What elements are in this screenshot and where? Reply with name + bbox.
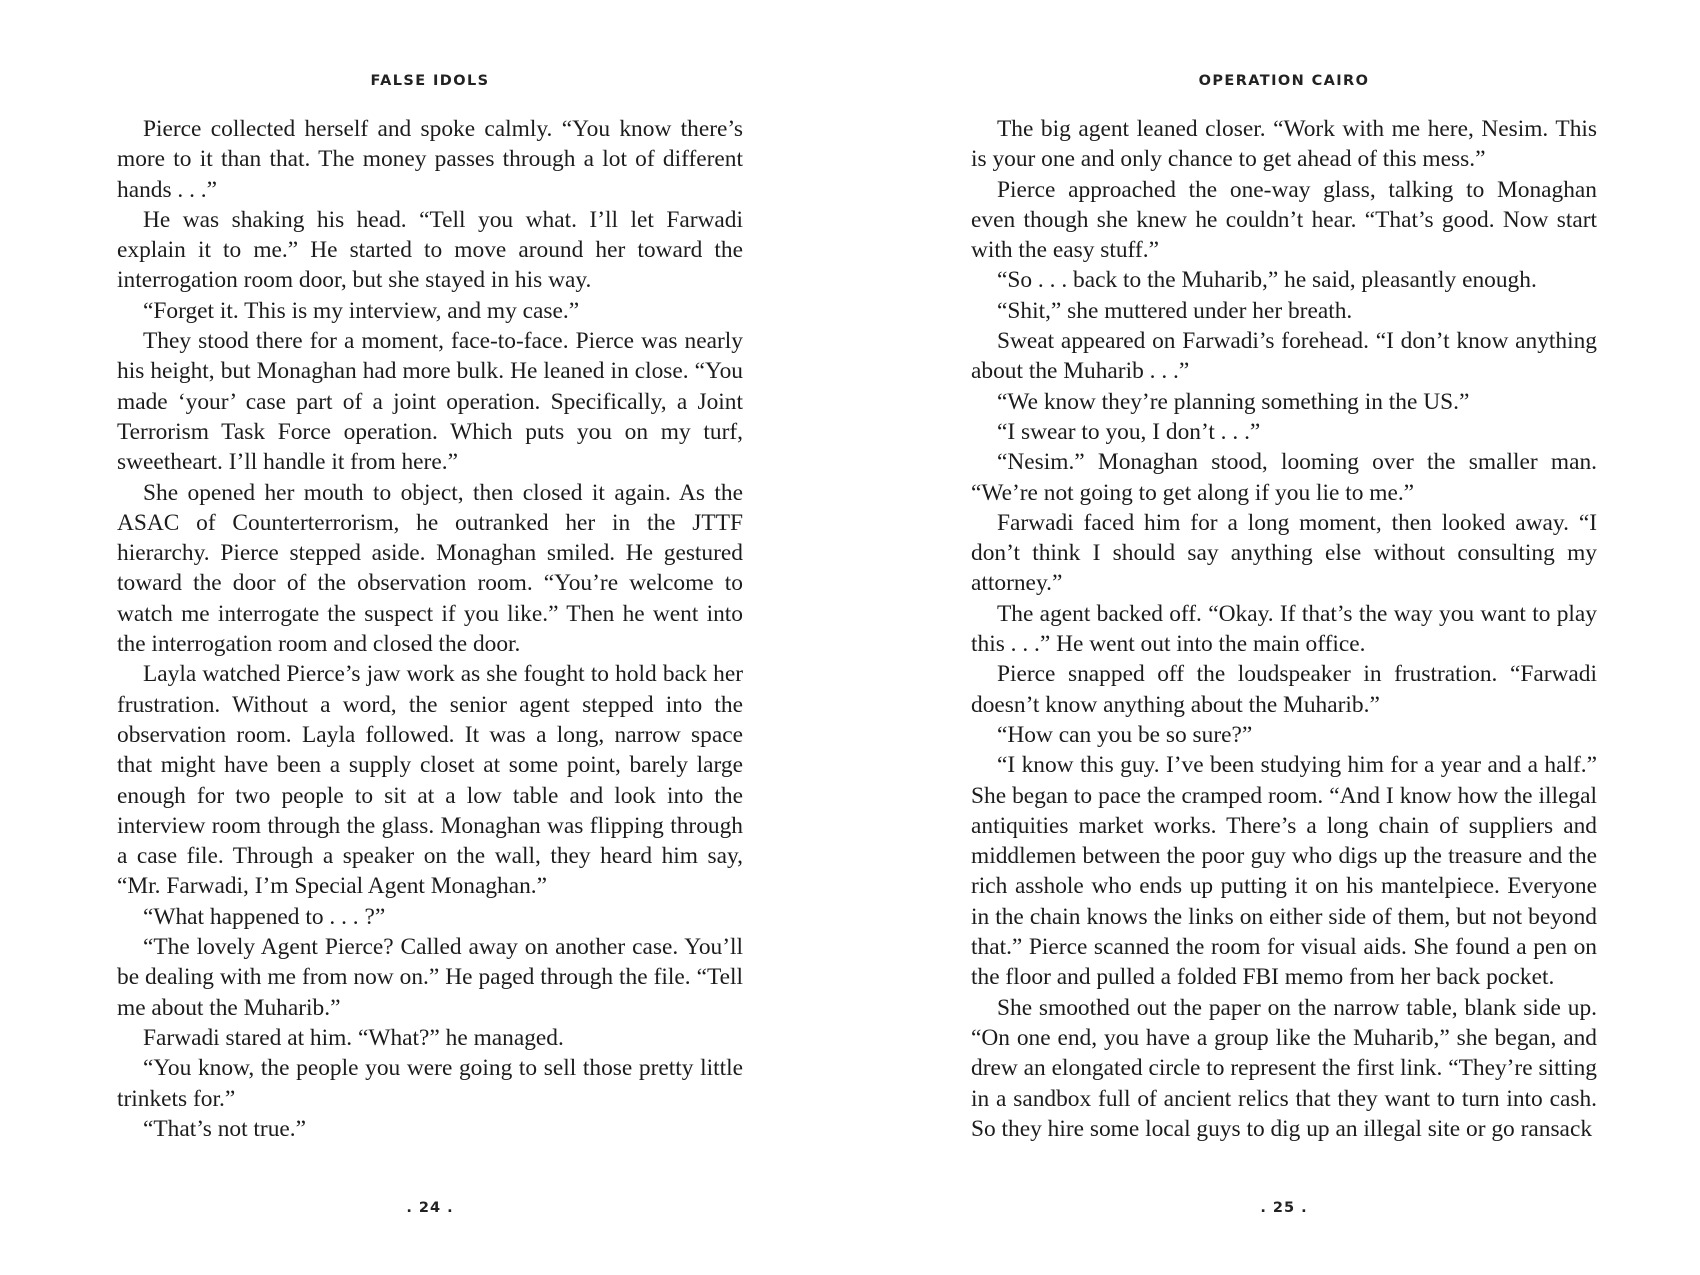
paragraph: They stood there for a moment, face-to-face. Pierce was nearly his height, but Monaghan had more bulk. He leaned in close. “You made ‘your’ case part of a joint operation. Specifically, a Joint Terrorism Task Force operation. Which puts you on my turf, sweetheart. I’ll handle it from here.” — [117, 328, 743, 476]
paragraph: She smoothed out the paper on the narrow table, blank side up. “On one end, you have a group like the Muharib,” she began, and drew an elongated circle to represent the first link. “They’re sitting in a sandbox full of ancient relics that they want to turn into cash. So they hire some local guys to dig up an illegal site or go ransack — [971, 994, 1597, 1142]
paragraph: “Forget it. This is my interview, and my case.” — [143, 297, 580, 324]
paragraph: He was shaking his head. “Tell you what. I’ll let Farwadi explain it to me.” He started to move around her toward the interrogation room door, but she stayed in his way. — [117, 206, 743, 294]
paragraph: “I know this guy. I’ve been studying him for a year and a half.” She began to pace the cramped room. “And I know how the illegal antiquities market works. There’s a long chain of suppliers and middlemen between the poor guy who digs up the treasure and the rich asshole who ends up putting it on his mantelpiece. Everyone in the chain knows the links on either side of them, but not beyond that.” Pierce scanned the room for visual aids. She found a pen on the floor and pulled a folded FBI memo from her back pocket. — [971, 752, 1597, 991]
paragraph: Pierce snapped off the loudspeaker in frustration. “Farwadi doesn’t know anything about the Muharib.” — [971, 661, 1597, 718]
paragraph: Pierce approached the one-way glass, talking to Monaghan even though she knew he couldn’t hear. “That’s good. Now start with the easy stuff.” — [971, 176, 1597, 264]
paragraph: “How can you be so sure?” — [997, 721, 1253, 748]
paragraph: “Nesim.” Monaghan stood, looming over the smaller man. “We’re not going to get along if you lie to me.” — [971, 449, 1597, 506]
paragraph: “You know, the people you were going to sell those pretty little trinkets for.” — [117, 1055, 743, 1112]
page-number-value: 25 — [1272, 1200, 1296, 1216]
paragraph: The big agent leaned closer. “Work with me here, Nesim. This is your one and only chance to get ahead of this mess.” — [971, 116, 1597, 173]
paragraph: “The lovely Agent Pierce? Called away on another case. You’ll be dealing with me from now on.” He paged through the file. “Tell me about the Muharib.” — [117, 934, 743, 1021]
body-text — [117, 114, 743, 1144]
page-number: . 25 . — [1260, 1200, 1308, 1216]
paragraph: “So . . . back to the Muharib,” he said, pleasantly enough. — [997, 267, 1537, 294]
paragraph: Farwadi stared at him. “What?” he managed. — [143, 1024, 564, 1051]
page-number-value: 24 — [418, 1200, 442, 1216]
paragraph: She opened her mouth to object, then closed it again. As the ASAC of Counterterrorism, he outranked her in the JTTF hierarchy. Pierce stepped aside. Monaghan smiled. He gestured toward the door of the observation room. “You’re welcome to watch me interrogate the suspect if you like.” Then he went into the interrogation room and closed the door. — [117, 479, 743, 658]
paragraph: Layla watched Pierce’s jaw work as she fought to hold back her frustration. Without a word, the senior agent stepped into the observation room. Layla followed. It was a long, narrow space that might have been a supply closet at some point, barely large enough for two people to sit at a low table and look into the interview room through the glass. Monaghan was flipping through a case file. Through a speaker on the wall, they heard him say, “Mr. Farwadi, I’m Special Agent Monaghan.” — [117, 661, 743, 900]
paragraph: “What happened to . . . ?” — [143, 903, 386, 930]
running-head: OPERATION CAIRO — [1198, 73, 1370, 89]
paragraph: Farwadi faced him for a long moment, then looked away. “I don’t think I should say anything else without consulting my attorney.” — [971, 509, 1597, 597]
paragraph: “We know they’re planning something in the US.” — [997, 388, 1470, 415]
paragraph: “Shit,” she muttered under her breath. — [997, 297, 1353, 324]
right-page — [971, 0, 1597, 1275]
paragraph: “That’s not true.” — [143, 1115, 307, 1142]
body-text — [971, 114, 1597, 1144]
paragraph: “I swear to you, I don’t . . .” — [997, 418, 1261, 445]
running-head: FALSE IDOLS — [370, 73, 490, 89]
paragraph: Sweat appeared on Farwadi’s forehead. “I don’t know anything about the Muharib . . .” — [971, 328, 1597, 385]
paragraph: The agent backed off. “Okay. If that’s the way you want to play this . . .” He went out into the main office. — [971, 600, 1597, 658]
paragraph: Pierce collected herself and spoke calmly. “You know there’s more to it than that. The money passes through a lot of different hands . . .” — [117, 116, 743, 203]
left-page — [117, 0, 743, 1275]
page-number: . 24 . — [406, 1200, 454, 1216]
